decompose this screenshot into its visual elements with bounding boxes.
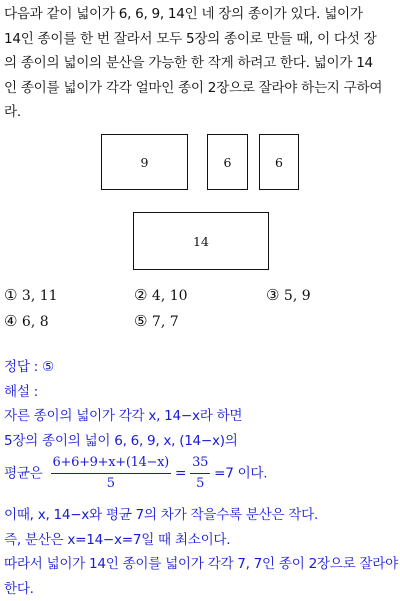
solution-line: 이때, x, 14−x와 평균 7의 차가 작을수록 분산은 작다. [4, 503, 398, 528]
solution-line: 한다. [4, 577, 398, 601]
mean-prefix: 평균은 [4, 465, 43, 481]
solution-line: 따라서 넓이가 14인 종이를 넓이가 각각 7, 7인 종이 2장으로 잘라야 [4, 552, 398, 577]
fraction-numerator: 6+6+9+x+(14−x) [51, 453, 171, 474]
solution-block [4, 355, 398, 601]
problem-line: 의 종이의 넓이의 분산을 가능한 한 작게 하려고 한다. 넓이가 14 [4, 51, 398, 76]
paper-box-6a: 6 [207, 134, 248, 190]
problem-line: 14인 종이를 한 번 잘라서 모두 5장의 종이로 만들 때, 이 다섯 장 [4, 27, 398, 52]
paper-box-9: 9 [101, 134, 188, 190]
problem-line: 인 종이를 넓이가 각각 얼마인 종이 2장으로 잘라야 하는지 구하여 [4, 76, 398, 101]
fraction-denominator: 5 [190, 474, 210, 494]
problem-line: 라. [4, 100, 398, 125]
problem-line: 다음과 같이 넓이가 6, 6, 9, 14인 네 장의 종이가 있다. 넓이가 [4, 2, 398, 27]
equals-sign: = [175, 465, 186, 481]
sum-fraction [190, 453, 210, 494]
paper-box-14: 14 [133, 212, 269, 270]
choice-5[interactable]: ⑤ 7, 7 [134, 308, 179, 335]
fraction-numerator: 35 [190, 453, 210, 474]
mean-suffix: =7 이다. [214, 465, 267, 481]
choice-3[interactable]: ③ 5, 9 [266, 282, 311, 309]
fraction-denominator: 5 [51, 474, 171, 494]
mean-equation [4, 453, 398, 503]
explanation-heading: 해설 : [4, 380, 398, 405]
solution-line: 자른 종이의 넓이가 각각 x, 14−x라 하면 [4, 404, 398, 429]
answer-choices [4, 282, 398, 334]
solution-line: 5장의 종이의 넓이 6, 6, 9, x, (14−x)의 [4, 429, 398, 454]
choice-2[interactable]: ② 4, 10 [134, 282, 188, 309]
problem-text [4, 2, 398, 125]
solution-line: 즉, 분산은 x=14−x=7일 때 최소이다. [4, 528, 398, 553]
answer-line: 정답 : ⑤ [4, 355, 398, 380]
choice-1[interactable]: ① 3, 11 [4, 282, 58, 309]
mean-fraction [51, 453, 171, 494]
paper-box-6b: 6 [259, 134, 299, 190]
choice-4[interactable]: ④ 6, 8 [4, 308, 49, 335]
